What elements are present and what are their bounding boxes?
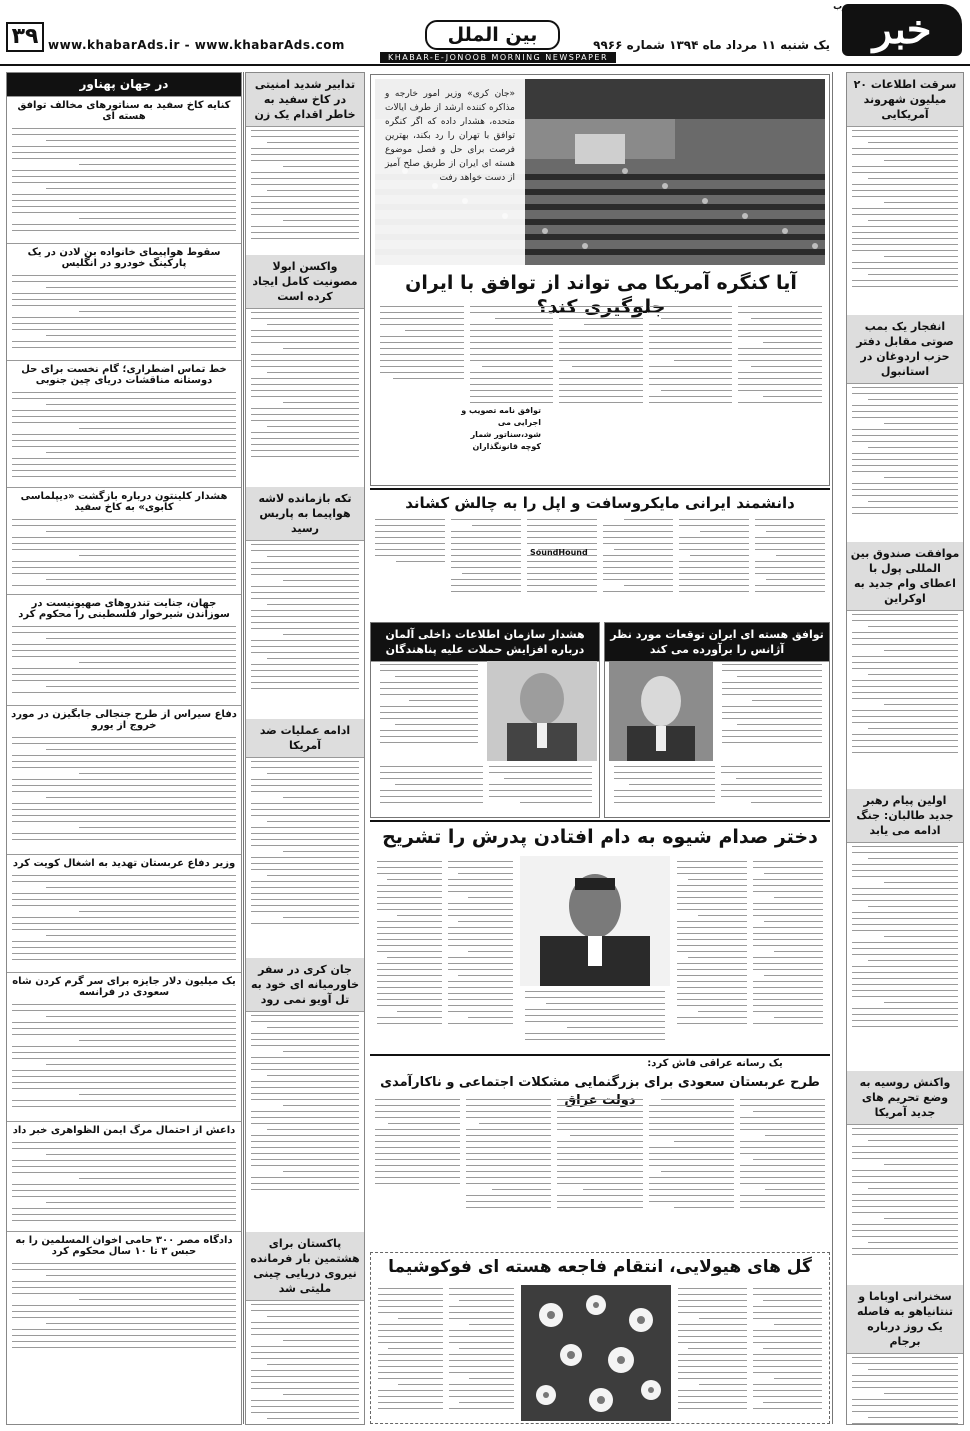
left-headline-6: دفاع سیراس از طرح جنجالی جابگیزن در مورد خروج از یورو: [7, 705, 241, 734]
amano-photo: [609, 661, 713, 761]
congress-story: [370, 74, 830, 486]
article-body: [375, 763, 597, 817]
left-column-header: در جهان پهناور: [7, 73, 241, 97]
middle-column: [245, 72, 365, 1425]
left-headline-3: خط تماس اضطراری؛ گام نخست برای حل دوستانه مناقشات دریای چین جنوبی: [7, 360, 241, 389]
masthead-subline: KHABAR-E-JONOOB MORNING NEWSPAPER: [380, 52, 616, 63]
masthead: [0, 0, 970, 66]
germany-photo: [487, 661, 597, 761]
saddam-story: [370, 820, 830, 1052]
article-body: [717, 661, 827, 761]
left-headline-5: جهان، جنایت تندروهای صهیونیست در سوزاندن شیرخوار فلسطینی را محکوم کرد: [7, 594, 241, 623]
right-headline-2: انفجار یک بمب صوتی مقابل دفتر حزب اردوغان در استانبول: [847, 315, 963, 384]
congress-caption-box: [375, 79, 525, 265]
article-body: [7, 516, 241, 594]
germany-story: [370, 622, 600, 818]
article-body: [7, 125, 241, 243]
left-headline-1: کنایه کاخ سفید به سناتورهای مخالف توافق هسته ای: [17, 100, 231, 122]
amano-portrait-image: [609, 661, 713, 761]
newspaper-logo: خبر: [842, 4, 962, 56]
article-body: [375, 661, 483, 761]
article-body: [246, 127, 364, 255]
article-body: [370, 516, 830, 616]
section-title: بین الملل: [425, 20, 560, 50]
right-headline-5: واکنش روسیه به وضع تحریم های جدید آمریکا: [847, 1071, 963, 1125]
mid-headline-4: ادامه عملیات ضد آمریکا: [246, 719, 364, 758]
article-body: [609, 763, 827, 817]
issue-date-line: یک شنبه ۱۱ مرداد ماه ۱۳۹۴ شماره ۹۹۶۶: [593, 38, 830, 52]
congress-caption: «جان کری» وزیر امور خارجه و مذاکره کننده ارشد از طرف ایالات متحده، هشدار داده که اگر کنگره توافق با تهران را رد بکند، بهترین فرصت برای حل و فصل موضوع هسته ای ایران از طریق صلح آمیز از دست خواهد رفت: [385, 89, 515, 183]
saddam-portrait-image: [520, 856, 670, 986]
article-body: [847, 611, 963, 789]
right-column: [846, 72, 964, 1425]
fukushima-story: [370, 1252, 830, 1424]
article-body: [7, 872, 241, 972]
amano-story: [604, 622, 830, 818]
article-body: [7, 1139, 241, 1231]
iraq-kicker: یک رسانه عراقی فاش کرد:: [647, 1058, 783, 1069]
article-body: [246, 541, 364, 719]
right-headline-3: موافقت صندوق بین المللی پول با اعطای وام جدید به اوکراین: [847, 542, 963, 611]
right-headline-1: سرقت اطلاعات ۲۰ میلیون شهروند آمریکایی: [847, 73, 963, 127]
left-headline-9: داعش از احتمال مرگ ایمن الظواهری خبر داد: [7, 1121, 241, 1139]
article-body: [847, 384, 963, 542]
left-headline-8: یک میلیون دلار جایزه برای سر گرم کردن شاه سعودی در فرانسه: [7, 972, 241, 1001]
article-body: [7, 623, 241, 705]
article-body: [370, 1096, 830, 1246]
article-body: [7, 389, 241, 487]
article-body: [373, 1285, 519, 1421]
website-line[interactable]: www.khabarAds.ir - www.khabarAds.com: [48, 38, 345, 52]
left-headline-7: وزیر دفاع عربستان تهدید به اشغال کویت کرد: [7, 854, 241, 872]
flowers-photo: [521, 1285, 671, 1421]
article-body: [847, 843, 963, 1071]
page-number: ۳۹: [6, 22, 44, 52]
official-portrait-image: [487, 661, 597, 761]
article-body: [847, 1354, 963, 1425]
article-body: [847, 127, 963, 315]
germany-headline: هشدار سازمان اطلاعات داخلی آلمان درباره افزایش حملات علیه پناهندگان: [371, 623, 599, 662]
soundhound-word: SoundHound: [530, 548, 588, 557]
left-headline-10: دادگاه مصر ۳۰۰ حامی اخوان المسلمین را به حبس ۳ تا ۱۰ سال محکوم کرد: [7, 1231, 241, 1260]
iraq-story: [370, 1054, 830, 1250]
article-body: [375, 303, 827, 483]
article-body: [246, 758, 364, 958]
article-body: [7, 1260, 241, 1356]
column-rule: [243, 72, 244, 1424]
article-body: [7, 272, 241, 360]
left-column: [6, 72, 242, 1425]
mid-headline-1: تدابیر شدید امنیتی در کاخ سفید به خاطر اقدام یک زن: [246, 73, 364, 127]
article-body: [246, 309, 364, 487]
left-headline-4: هشدار کلینتون درباره بازگشت «دیپلماسی کابوی» به کاخ سفید: [7, 487, 241, 516]
column-rule: [832, 72, 833, 1424]
congress-headline: آیا کنگره آمریکا می تواند از توافق با ایران جلوگیری کند؟: [405, 272, 797, 318]
right-headline-4: اولین پیام رهبر جدید طالبان: جنگ ادامه می یابد: [847, 789, 963, 843]
article-body: [246, 1012, 364, 1232]
scientist-story: [370, 488, 830, 620]
logo-subtitle: جنوب: [833, 2, 858, 12]
mid-headline-6: پاکستان برای هشتمین بار فرمانده نیروی دریایی چینی ملیتی شد: [246, 1232, 364, 1301]
congress-subhead: توافق نامه تصویب و اجرایی می شود،سناتور شمار کوچه قانونگذاران: [461, 406, 541, 451]
fukushima-headline: گل های هیولایی، انتقام فاجعه هسته ای فوکوشیما: [388, 1257, 812, 1277]
article-body: [520, 988, 670, 1050]
article-body: [847, 1125, 963, 1285]
article-body: [246, 1301, 364, 1425]
left-headline-2: سقوط هواپیمای خانواده بن لادن در یک پارکینگ خودرو در انگلیس: [7, 243, 241, 272]
mid-headline-2: واکسن ابولا مصونیت کامل ایجاد کرده است: [246, 255, 364, 309]
scientist-headline: دانشمند ایرانی مایکروسافت و اپل را به چالش کشاند: [405, 494, 795, 512]
article-body: [673, 1285, 827, 1421]
iraq-headline: طرح عربستان سعودی برای بزرگنمایی مشکلات اجتماعی و ناکارآمدی دولت عراق: [380, 1075, 820, 1108]
saddam-photo: [520, 856, 670, 986]
right-headline-6: سخنرانی اوباما و تنتانیاهو به فاصله یک روز درباره برجام: [847, 1285, 963, 1354]
article-body: [672, 858, 828, 1050]
article-body: [372, 858, 518, 1050]
article-body: [7, 1001, 241, 1121]
mid-headline-3: تکه بازمانده لاشه هواپیما به پاریس رسید: [246, 487, 364, 541]
mid-headline-5: جان کری در سفر خاورمیانه ای خود به تل آویو نمی رود: [246, 958, 364, 1012]
daisy-flowers-image: [521, 1285, 671, 1421]
saddam-headline: دختر صدام شیوه به دام افتادن پدرش را تشریح: [382, 826, 818, 848]
article-body: [7, 734, 241, 854]
amano-headline: توافق هسته ای ایران توقعات مورد نظر آژانس را برآورده می کند: [605, 623, 829, 662]
